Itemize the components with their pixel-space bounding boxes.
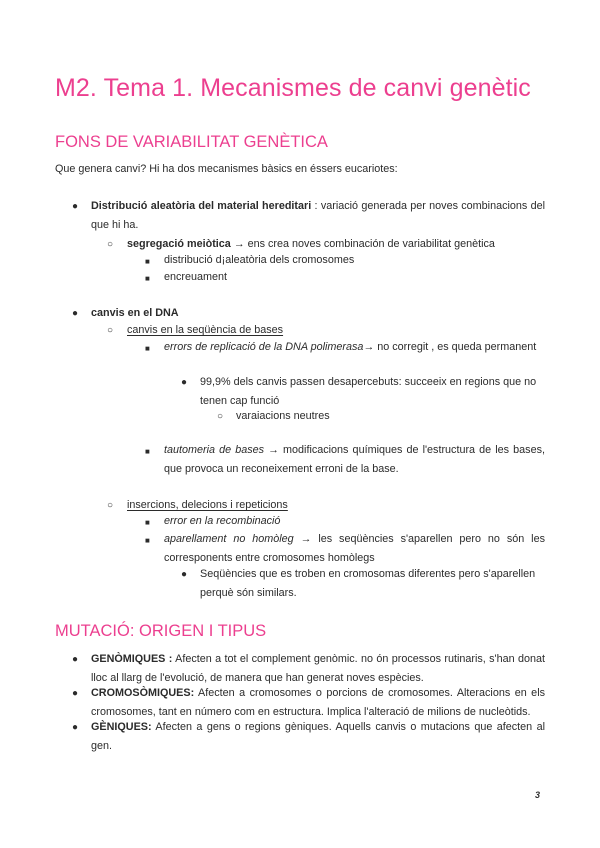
desc-aparellament: → les seqüències s'aparellen pero no són les corresponents entre cromosomes homòlegs [164,533,545,564]
list-item-encreuament: encreuament [164,271,228,283]
bullet-square: ■ [145,257,150,266]
bullet-disc: ● [72,688,79,699]
list-item-variacions-neutres: varaiacions neutres [236,410,330,422]
term-cromosomiques: CROMOSÒMIQUES: [91,687,195,699]
list-item-distribucio-cromosomes: distribució d¡aleatòria dels cromosomes [164,254,355,266]
term-tautomeria: tautomeria de bases [164,444,265,456]
list-item-sequencia-bases: canvis en la seqüència de bases [127,324,284,336]
bullet-disc: ● [72,308,79,319]
term-aparellament: aparellament no homòleg [164,533,294,545]
term-geniques: GÈNIQUES: [91,721,152,733]
bullet-disc: ● [72,722,79,733]
term-distribucio: Distribució aleatòria del material hereditari [91,200,312,212]
bullet-square: ■ [145,536,150,545]
bullet-circle: ○ [107,239,114,250]
desc-geniques: Afecten a gens o regions gèniques. Aquells canvis o mutacions que afecten al gen. [91,721,545,752]
page-number: 3 [535,790,541,800]
bullet-circle: ○ [217,411,224,422]
list-item-aparellament [164,530,545,568]
bullet-circle: ○ [107,500,114,511]
bullet-square: ■ [145,274,150,283]
list-item-distribucio [91,197,545,235]
list-item-tautomeria [164,441,545,479]
bullet-square: ■ [145,518,150,527]
section-heading-mutacio: MUTACIÓ: ORIGEN I TIPUS [55,622,267,640]
bullet-circle: ○ [107,325,114,336]
section-heading-variabilitat: FONS DE VARIABILITAT GENÈTICA [55,133,328,151]
bullet-disc: ● [72,201,79,212]
desc-cromosomiques: Afecten a cromosomes o porcions de cromosomes. Alteracions en els cromosomes, tant en número com en estructura. Implica l'alteració de milions de nucleòtids. [91,687,545,718]
list-item-error-recombinacio: error en la recombinació [164,515,281,527]
document-title: M2. Tema 1. Mecanismes de canvi genètic [55,74,531,102]
list-item-insercions: insercions, delecions i repeticions [127,499,288,511]
desc-genomiques: Afecten a tot el complement genòmic. no ón processos rutinaris, s'han donat lloc al llarg de l'evolució, de manera que han generat noves espècies. [91,653,545,684]
list-item-geniques [91,718,545,756]
term-genomiques: GENÒMIQUES : [91,653,173,665]
list-item-cromosomiques [91,684,545,722]
list-item-genomiques [91,650,545,688]
bullet-disc: ● [181,569,188,580]
list-item-sequencies: Seqüències que es troben en cromosomas diferentes pero s'aparellen perquè són similars. [200,568,536,599]
desc-tautomeria: → modificacions químiques de l'estructura de les bases, que provoca un reconeixement erroni de la base. [164,444,545,475]
bullet-square: ■ [145,344,150,353]
bullet-disc: ● [181,377,188,388]
term-errors-replicacio: errors de replicació de la DNA polimerasa [164,341,364,353]
desc-distribucio: : variació generada per noves combinacions del que hi ha. [91,200,545,231]
intro-paragraph: Que genera canvi? Hi ha dos mecanismes bàsics en éssers eucariotes: [55,163,398,175]
list-item-errors-replicacio [164,338,545,357]
desc-errors-replicacio: → no corregit , es queda permanent [363,341,537,353]
desc-segregacio: → ens crea noves combinación de variabilitat genètica [230,238,495,250]
bullet-disc: ● [72,654,79,665]
term-segregacio: segregació meiòtica [127,238,231,250]
bullet-square: ■ [145,447,150,456]
list-item-canvis-dna: canvis en el DNA [91,307,179,319]
list-item-percentatge: 99,9% dels canvis passen desapercebuts: succeeix en regions que no tenen cap funció [200,376,537,407]
